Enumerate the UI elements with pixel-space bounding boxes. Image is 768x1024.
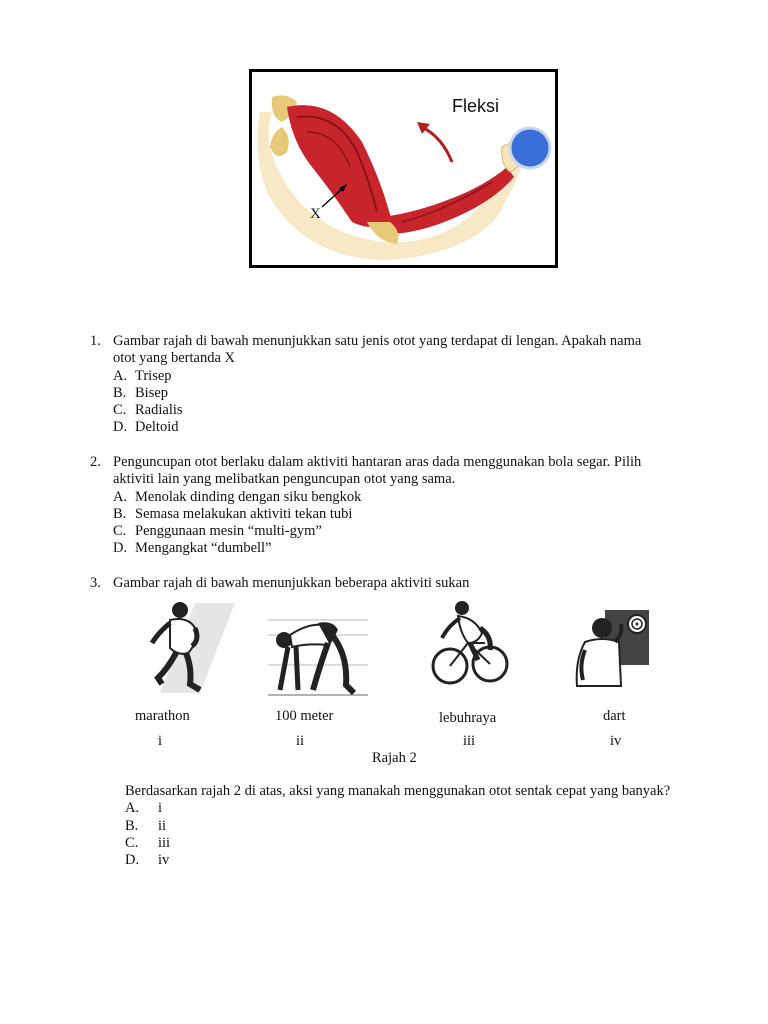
sprinter-start-image xyxy=(268,605,368,697)
activity-label-dart: dart xyxy=(603,708,626,724)
option-b: B. Semasa melakukan aktiviti tekan tubi xyxy=(113,505,353,522)
activity-numeral-i: i xyxy=(158,733,163,749)
activity-label-marathon: marathon xyxy=(135,708,190,724)
question-text-line-1: Gambar rajah di bawah menunjukkan satu jenis otot yang terdapat di lengan. Apakah nama xyxy=(113,333,642,349)
question-text-line-2: aktiviti lain yang melibatkan penguncupan otot yang sama. xyxy=(113,471,456,488)
activity-numeral-iv: iv xyxy=(610,733,622,749)
option-d: D. Mengangkat “dumbell” xyxy=(113,540,272,557)
cyclist-image xyxy=(430,598,510,698)
arm-flexion-figure xyxy=(249,69,558,268)
question-3 xyxy=(90,575,710,595)
option-c: C. Penggunaan mesin “multi-gym” xyxy=(113,523,322,540)
question-text: Berdasarkan rajah 2 di atas, aksi yang manakah menggunakan otot sentak cepat yang banyak? xyxy=(125,783,671,799)
activity-label-lebuhraya: lebuhraya xyxy=(439,710,497,726)
question-number: 3. xyxy=(90,575,101,591)
question-text-line-1: Penguncupan otot berlaku dalam aktiviti hantaran aras dada menggunakan bola segar. Pilih xyxy=(113,454,642,470)
option-c: C. iii xyxy=(125,834,171,851)
figure-caption: Rajah 2 xyxy=(372,750,417,766)
fleksi-label: Fleksi xyxy=(452,96,500,116)
question-2 xyxy=(90,454,710,564)
question-text-line-2: otot yang bertanda X xyxy=(113,350,236,367)
dart-player-image xyxy=(575,610,651,688)
option-a: A. Trisep xyxy=(113,367,172,384)
option-a: A. i xyxy=(125,800,163,817)
option-d: D. iv xyxy=(125,852,170,869)
activity-label-100-meter: 100 meter xyxy=(275,708,334,724)
option-b: B. Bisep xyxy=(113,384,169,401)
option-list xyxy=(113,489,361,558)
question-number: 1. xyxy=(90,333,101,349)
question-3-prompt xyxy=(125,783,677,869)
option-d: D. Deltoid xyxy=(113,419,179,436)
marathon-runner-image xyxy=(140,598,236,698)
option-b: B. ii xyxy=(125,817,167,834)
option-list xyxy=(113,368,183,437)
option-c: C. Radialis xyxy=(113,402,183,419)
question-1 xyxy=(90,333,710,443)
option-a: A. Menolak dinding dengan siku bengkok xyxy=(113,488,362,505)
question-text: Gambar rajah di bawah menunjukkan beberapa aktiviti sukan xyxy=(113,575,470,591)
question-number: 2. xyxy=(90,454,101,470)
x-marker-label: X xyxy=(310,206,321,222)
activity-numeral-iii: iii xyxy=(463,733,476,749)
arm-muscle-illustration xyxy=(252,72,555,265)
activity-numeral-ii: ii xyxy=(296,733,305,749)
option-list xyxy=(125,800,677,869)
